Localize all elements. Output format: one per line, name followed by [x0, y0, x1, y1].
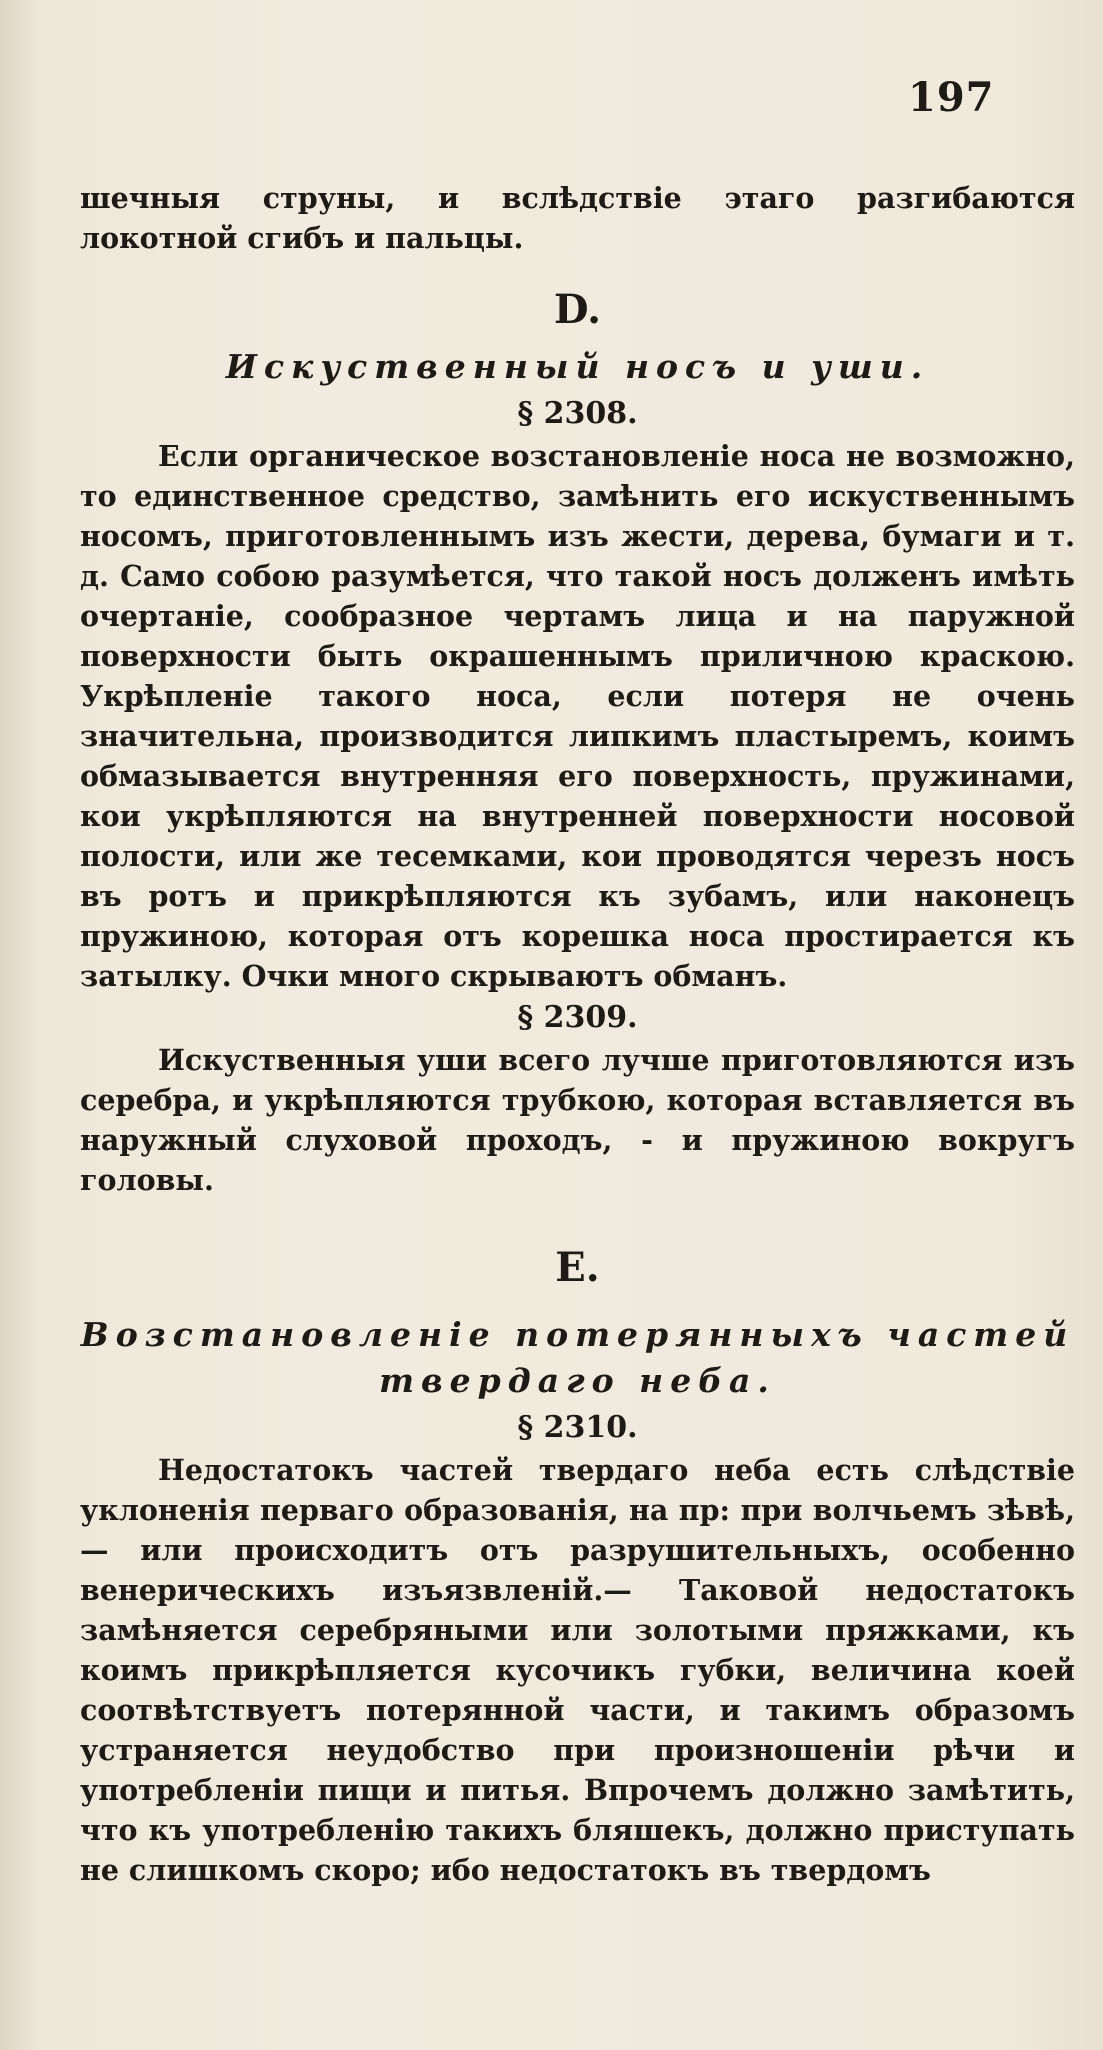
- paragraph-2309-text: Искуственныя уши всего лучше приготовляются изъ серебра, и укрѣпляются трубкою, которая вставляется въ наружный слуховой проходъ, - и пружиною вокругъ головы.: [80, 1043, 1075, 1197]
- spacer: [80, 334, 1075, 344]
- section-e-letter: E.: [555, 1244, 600, 1291]
- spacer: [80, 1200, 1075, 1244]
- paragraph-number-2310: § 2310.: [517, 1410, 638, 1445]
- paragraph-2310-text: Недостатокъ частей твердаго неба есть слѣдствіе уклоненія перваго образованія, на пр: при волчьемъ зѣвѣ,— или происходитъ отъ разрушительныхъ, особенно венерическихъ изъязвленій.— Таковой недостатокъ замѣняется серебряными или золотыми пряжками, къ коимъ прикрѣпляется кусочикъ губки, величина коей соотвѣтствуетъ потерянной части, и такимъ образомъ устраняется неудобство при произношеніи рѣчи и употребленіи пищи и питья. Впрочемъ должно замѣтить, что къ употребленію такихъ бляшекъ, должно приступать не слишкомъ скоро; ибо недостатокъ въ твердомъ: [80, 1453, 1075, 1887]
- page-content: [80, 178, 1075, 1890]
- section-d-letter: D.: [553, 286, 602, 333]
- section-d-title: Искуственный носъ и уши.: [225, 347, 930, 386]
- intro-paragraph: шечныя струны, и вслѣдствіе этаго разгибаются локотной сгибъ и пальцы.: [80, 181, 1075, 255]
- paragraph-number-2308: § 2308.: [517, 396, 638, 431]
- paragraph-2308-text: Если органическое возстановленіе носа не возможно, то единственное средство, замѣнить его искуственнымъ носомъ, приготовленнымъ изъ жести, дерева, бумаги и т. д. Само собою разумѣется, что такой носъ долженъ имѣть очертаніе, сообразное чертамъ лица и на паружной поверхности быть окрашеннымъ приличною краскою. Укрѣпленіе такого носа, если потеря не очень значительна, производится липкимъ пластыремъ, коимъ обмазывается внутренняя его поверхность, пружинами, кои укрѣпляются на внутренней поверхности носовой полости, или же тесемками, кои проводятся черезъ носъ въ ротъ и прикрѣпляются къ зубамъ, или наконецъ пружиною, которая отъ корешка носа простирается къ затылку. Очки много скрываютъ обманъ.: [80, 439, 1075, 993]
- section-e-title: Возстановленіе потерянныхъ частей твердаго неба.: [80, 1315, 1075, 1400]
- spacer: [80, 1292, 1075, 1312]
- spacer: [80, 258, 1075, 286]
- page-number: 197: [908, 74, 995, 121]
- paragraph-number-2309: § 2309.: [517, 1000, 638, 1035]
